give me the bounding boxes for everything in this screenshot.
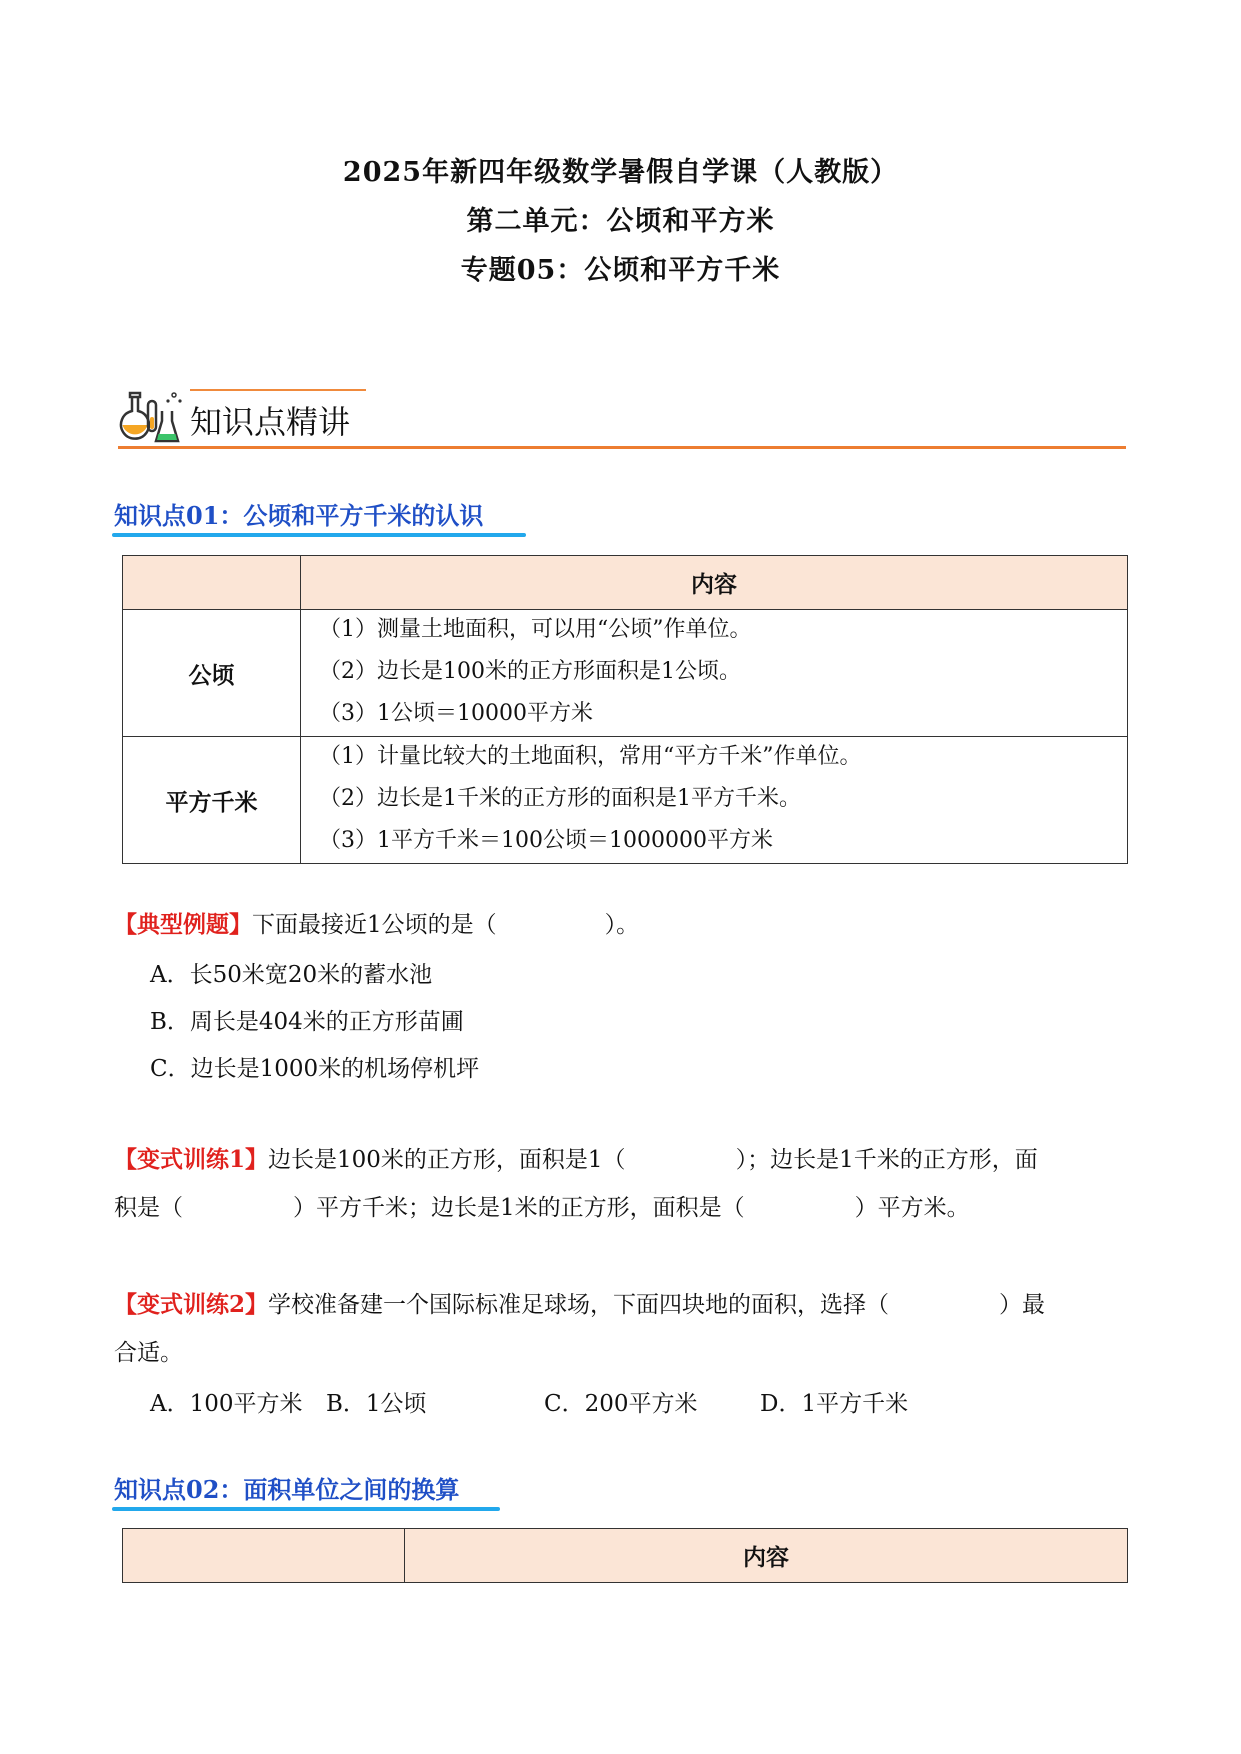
kp1-table: [122, 555, 1128, 864]
table-header-cell: 内容: [301, 556, 1128, 610]
practice2-option: D．1平方千米: [760, 1391, 909, 1417]
row-label: 平方千米: [123, 737, 301, 864]
example-question: [114, 900, 639, 950]
example-question-pre: 下面最接近1公顷的是（: [252, 912, 497, 938]
table-header-cell: [123, 1529, 405, 1583]
table-row: [123, 610, 1128, 737]
practice1-text: 边长是100米的正方形，面积是1（: [268, 1147, 626, 1173]
example-question-post: ）。: [604, 912, 640, 938]
practice1-line2: [114, 1184, 970, 1233]
practice2-option: B．1公顷: [326, 1391, 427, 1417]
row-label: 公顷: [123, 610, 301, 737]
table-header-cell: 内容: [405, 1529, 1128, 1583]
practice2-option: C．200平方米: [544, 1391, 698, 1417]
practice2-text: ）最: [999, 1292, 1046, 1318]
example-tag: 【典型例题】: [114, 911, 252, 938]
practice2-text: 学校准备建一个国际标准足球场，下面四块地的面积，选择（: [268, 1292, 890, 1318]
kp2-table: [122, 1528, 1128, 1583]
example-option: A．长50米宽20米的蓄水池: [150, 962, 433, 988]
table-header-row: [123, 556, 1128, 610]
content-line: （2）边长是100米的正方形面积是1公顷。: [319, 659, 741, 684]
practice1-tag: 【变式训练1】: [114, 1146, 269, 1173]
kp1-underline: [112, 533, 526, 537]
table-header-cell: [123, 556, 301, 610]
example-option: B．周长是404米的正方形苗圃: [150, 1009, 464, 1035]
practice2-line1: [114, 1280, 1045, 1330]
practice1-text: ）平方千米；边长是1米的正方形，面积是（: [293, 1195, 745, 1221]
document-title: 2025年新四年级数学暑假自学课（人教版）: [342, 157, 899, 188]
example-option: C．边长是1000米的机场停机坪: [150, 1056, 480, 1082]
content-line: （1）测量土地面积，可以用“公顷”作单位。: [319, 617, 752, 642]
kp2-underline: [112, 1507, 500, 1511]
content-line: （3）1公顷＝10000平方米: [319, 701, 593, 726]
practice1-text: ）平方米。: [854, 1195, 970, 1221]
table-row: [123, 737, 1128, 864]
practice1-text: 积是（: [114, 1195, 183, 1221]
kp1-heading: 知识点01：公顷和平方千米的认识: [114, 501, 484, 530]
content-line: （1）计量比较大的土地面积，常用“平方千米”作单位。: [319, 744, 862, 769]
content-line: （2）边长是1千米的正方形的面积是1平方千米。: [319, 786, 801, 811]
practice2-option: A．100平方米: [150, 1391, 303, 1417]
kp2-heading: 知识点02：面积单位之间的换算: [114, 1475, 460, 1504]
banner-top-rule: [190, 389, 366, 391]
table-header-row: [123, 1529, 1128, 1583]
practice1-line1: [114, 1135, 1038, 1185]
unit-title: 第二单元：公顷和平方米: [466, 206, 775, 237]
practice2-line2: 合适。: [114, 1340, 183, 1366]
lab-flask-icon: [118, 387, 184, 447]
practice1-text: ）；边长是1千米的正方形，面: [735, 1147, 1038, 1173]
row-content: [301, 610, 1128, 737]
banner-rule: [118, 446, 1126, 449]
practice2-tag: 【变式训练2】: [114, 1291, 269, 1318]
row-content: [301, 737, 1128, 864]
section-title: 知识点精讲: [190, 403, 351, 441]
content-line: （3）1平方千米＝100公顷＝1000000平方米: [319, 828, 773, 853]
section-banner: [118, 383, 1126, 453]
document-header: [0, 148, 1241, 295]
topic-title: 专题05：公顷和平方千米: [460, 255, 781, 286]
